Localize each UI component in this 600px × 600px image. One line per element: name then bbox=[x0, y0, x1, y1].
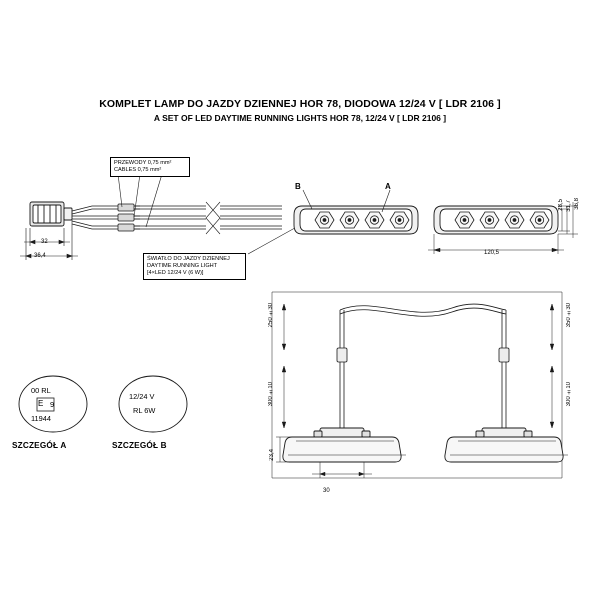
detail-b-line1: 12/24 V bbox=[129, 392, 155, 401]
dimension-base-height: 23,4 bbox=[269, 449, 275, 461]
dimension-cable-top-left: 250 ±30 bbox=[268, 303, 274, 328]
callout-lamp-line1: ŚWIATŁO DO JAZDY DZIENNEJ bbox=[147, 256, 230, 262]
detail-b-line2: RL 6W bbox=[133, 406, 156, 415]
callout-lamp-line2: DAYTIME RUNNING LIGHT bbox=[147, 263, 218, 270]
detail-a-approval-top: 00 RL bbox=[31, 386, 51, 395]
dimension-cable-top-right: 350 ±30 bbox=[566, 303, 572, 328]
installation-view bbox=[262, 288, 582, 488]
dimension-lamp-length: 120,5 bbox=[484, 250, 500, 256]
detail-b-caption: SZCZEGÓŁ B bbox=[112, 441, 167, 450]
dimension-lamp-h3: 36,8 bbox=[574, 198, 580, 210]
callout-cables-line2: CABLES 0,75 mm² bbox=[114, 167, 162, 174]
detail-a-approval-number: 9 bbox=[50, 400, 55, 409]
callout-cables bbox=[110, 157, 190, 177]
marker-a-label: A bbox=[385, 182, 391, 191]
dimension-lamp-h1: 28,5 bbox=[558, 199, 564, 211]
callout-lamp bbox=[143, 253, 246, 280]
dimension-cable-mid-right: 300 ±10 bbox=[566, 382, 572, 407]
marker-b-label: B bbox=[295, 182, 301, 191]
dimension-connector-height: 36,4 bbox=[34, 253, 46, 259]
page-title-en: A SET OF LED DAYTIME RUNNING LIGHTS HOR 78, 12/24 V [ LDR 2106 ] bbox=[153, 113, 447, 123]
detail-a-approval-bottom: 11944 bbox=[31, 414, 52, 423]
dimension-base-width: 30 bbox=[323, 488, 330, 494]
dimension-lamp-h2: 31,7 bbox=[566, 200, 572, 212]
page-title-pl: KOMPLET LAMP DO JAZDY DZIENNEJ HOR 78, DIODOWA 12/24 V [ LDR 2106 ] bbox=[99, 98, 501, 110]
callout-cables-line1: PRZEWODY 0,75 mm² bbox=[114, 160, 172, 166]
callout-lamp-line3: [4×LED 12/24 V (6 W)] bbox=[147, 270, 204, 277]
detail-b bbox=[110, 372, 196, 436]
dimension-cable-mid-left: 300 ±10 bbox=[268, 382, 274, 407]
lamp-views bbox=[290, 178, 580, 268]
dimension-connector-width: 32 bbox=[41, 239, 48, 245]
detail-a-approval-mark: E bbox=[38, 399, 44, 408]
detail-a-caption: SZCZEGÓŁ A bbox=[12, 441, 67, 450]
